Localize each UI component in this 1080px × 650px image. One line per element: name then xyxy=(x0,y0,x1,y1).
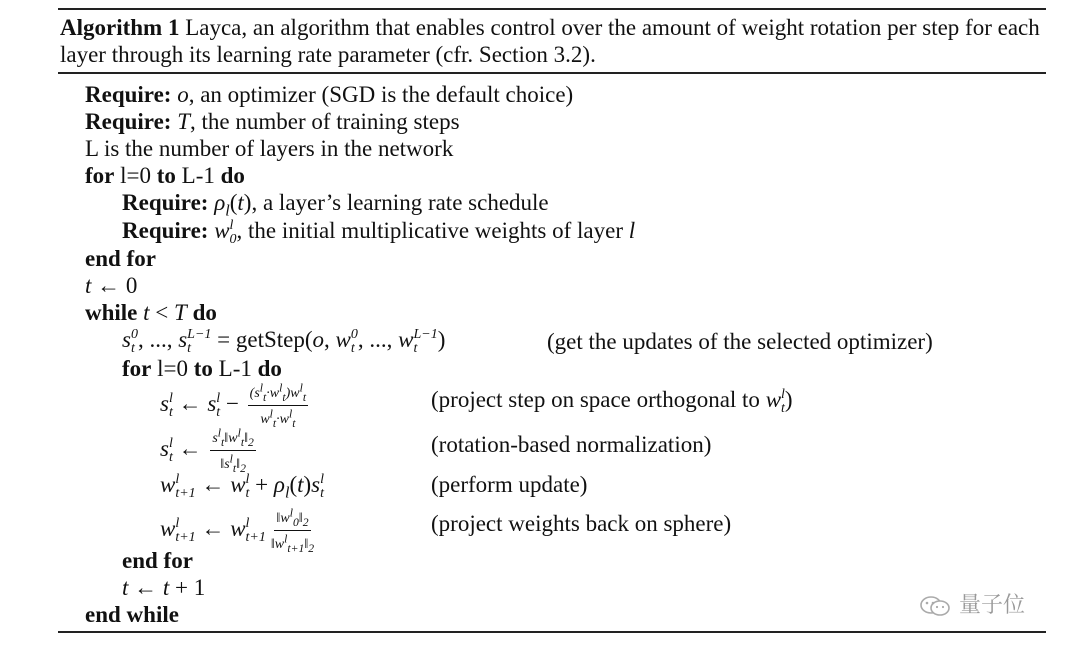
line-require-w0: Require: w l 0 , the initial multiplicative weights of layer l xyxy=(122,217,636,247)
line-getstep: s 0 t , ..., s L−1 t = getStep(o, w 0 t , ..., w L−1 t ) xyxy=(122,326,446,356)
wechat-icon xyxy=(918,594,952,618)
line-require-rho: Require: $\rho_l(t)$, a layer’s learning rate schedule xyxy=(122,190,549,220)
kw-while: while xyxy=(85,300,138,325)
kw-do: do xyxy=(257,356,282,381)
line-require-optimizer: Require: o, an optimizer (SGD is the default choice) xyxy=(85,82,574,107)
req-w0-text: , the initial multiplicative weights of layer xyxy=(236,218,623,243)
comment-getstep: (get the updates of the selected optimizer) xyxy=(547,329,933,354)
req-t-text: , the number of training steps xyxy=(190,109,460,134)
kw-for: for xyxy=(122,356,152,381)
line-while: while t < T do xyxy=(85,300,217,325)
for-end: L-1 xyxy=(218,356,252,381)
for-end: L-1 xyxy=(181,163,215,188)
line-normalize: s l t ← $\frac{s^l_t‖w^l_t‖_2}{‖s^l_t‖_2}$ xyxy=(160,426,254,475)
comment-normalize: (rotation-based normalization) xyxy=(431,432,712,457)
line-layers: L is the number of layers in the network xyxy=(85,136,454,161)
caption-text: Layca, an algorithm that enables control over the amount of weight rotation per step for each layer through its learning rate parameter (cfr. Section 3.2). xyxy=(60,15,1040,67)
kw-require: Require: xyxy=(122,190,209,215)
algorithm-label: Algorithm 1 xyxy=(60,15,180,40)
line-require-steps: Require: T, the number of training steps xyxy=(85,109,460,134)
line-for-layers xyxy=(85,162,245,189)
comment-update: (perform update) xyxy=(431,472,588,497)
kw-do: do xyxy=(220,163,245,188)
line-project-step: s l t ← s l t − $\frac{(s^l_t\cdot w^l_t)w^l_t}{w^l_t\cdot w^l_t}$ xyxy=(160,381,307,430)
caption-rule xyxy=(58,72,1046,74)
req-rho-text: , a layer’s learning rate schedule xyxy=(251,190,549,215)
line-end-for-inner: end for xyxy=(122,548,193,573)
line-init-t: t ← 0 xyxy=(85,273,138,298)
comment-sphere: (project weights back on sphere) xyxy=(431,511,732,536)
line-for-inner xyxy=(122,355,282,382)
kw-for: for xyxy=(85,163,115,188)
kw-do: do xyxy=(192,300,217,325)
for-range: l=0 xyxy=(157,356,188,381)
comment-project: (project step on space orthogonal to w l t ) xyxy=(431,386,793,416)
kw-require: Require: xyxy=(85,109,172,134)
kw-to: to xyxy=(156,163,176,188)
watermark xyxy=(918,588,1025,619)
watermark-text: 量子位 xyxy=(959,593,1026,618)
kw-to: to xyxy=(193,356,213,381)
getstep-fn: getStep xyxy=(235,327,305,352)
line-update: w l t+1 ← w l t + $\rho_l(t)s$ l t xyxy=(160,471,325,502)
for-range: l=0 xyxy=(120,163,151,188)
kw-require: Require: xyxy=(85,82,172,107)
line-end-for: end for xyxy=(85,246,156,271)
kw-require: Require: xyxy=(122,218,209,243)
top-rule xyxy=(58,8,1046,10)
req-o-text: , an optimizer (SGD is the default choice) xyxy=(188,82,574,107)
algorithm-caption xyxy=(60,14,1050,68)
line-increment: t ← t + 1 xyxy=(122,575,206,600)
line-sphere: w l t+1 ← w l t+1 $\frac{‖w^l_0‖_2}{‖w^l_{t+1}‖_2}$ xyxy=(160,506,315,555)
line-end-while: end while xyxy=(85,602,179,627)
bottom-rule xyxy=(58,631,1046,633)
comment-project-text: (project step on space orthogonal to xyxy=(431,387,760,412)
